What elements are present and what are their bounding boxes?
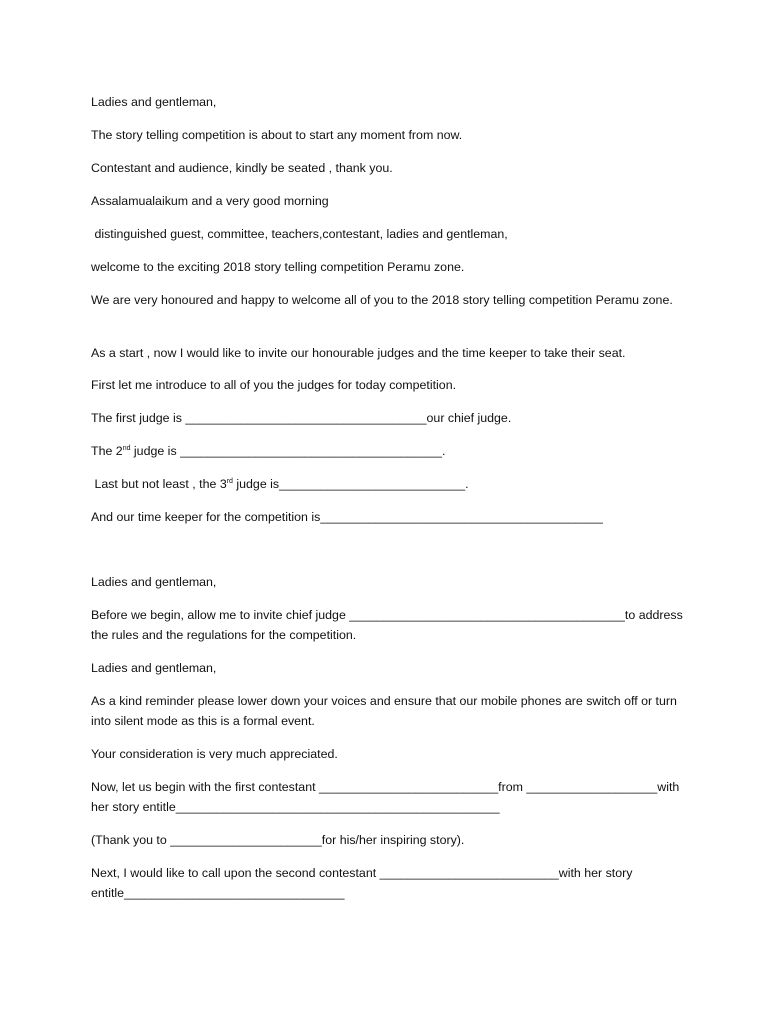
- second-judge-prefix: The 2: [91, 444, 123, 458]
- salutation-line: Ladies and gentleman,: [91, 575, 217, 589]
- invite-judges-line: As a start , now I would like to invite our honourable judges and the time keeper to take their seat.: [91, 346, 626, 360]
- be-seated-line: Contestant and audience, kindly be seated , thank you.: [91, 161, 393, 175]
- second-judge-suffix: judge is ______________________________________.: [130, 444, 446, 458]
- distinguished-guests-line: distinguished guest, committee, teachers,contestant, ladies and gentleman,: [91, 227, 508, 241]
- third-judge-line: [91, 474, 691, 494]
- reminder-paragraph: As a kind reminder please lower down your voices and ensure that our mobile phones are switch off or turn into silent mode as this is a formal event.: [91, 694, 681, 728]
- second-judge-line: [91, 441, 691, 461]
- greeting-line: Assalamualaikum and a very good morning: [91, 194, 329, 208]
- first-judge-line: The first judge is ___________________________________our chief judge.: [91, 411, 512, 425]
- introduce-judges-line: First let me introduce to all of you the judges for today competition.: [91, 378, 457, 392]
- appreciation-line: Your consideration is very much appreciated.: [91, 747, 338, 761]
- ordinal-suffix: rd: [226, 478, 233, 485]
- second-contestant-paragraph: Next, I would like to call upon the second contestant __________________________with her story entitle________________________________: [91, 866, 636, 900]
- honoured-paragraph: We are very honoured and happy to welcome all of you to the 2018 story telling competition Peramu zone.: [91, 293, 673, 307]
- welcome-line: welcome to the exciting 2018 story telling competition Peramu zone.: [91, 260, 465, 274]
- third-judge-prefix: Last but not least , the 3: [91, 477, 227, 491]
- salutation-line: Ladies and gentleman,: [91, 661, 217, 675]
- thank-you-line: (Thank you to ______________________for his/her inspiring story).: [91, 833, 465, 847]
- third-judge-suffix: judge is___________________________.: [232, 477, 469, 491]
- time-keeper-line: And our time keeper for the competition is_________________________________________: [91, 510, 603, 524]
- chief-judge-rules-paragraph: Before we begin, allow me to invite chief judge ________________________________________to address the rules and the regulations for the competition.: [91, 608, 687, 642]
- first-contestant-paragraph: Now, let us begin with the first contestant __________________________from ___________________with her story entitle_______________________________________________: [91, 780, 683, 814]
- salutation-line: Ladies and gentleman,: [91, 95, 217, 109]
- ordinal-suffix: nd: [122, 445, 131, 452]
- competition-start-line: The story telling competition is about to start any moment from now.: [91, 128, 463, 142]
